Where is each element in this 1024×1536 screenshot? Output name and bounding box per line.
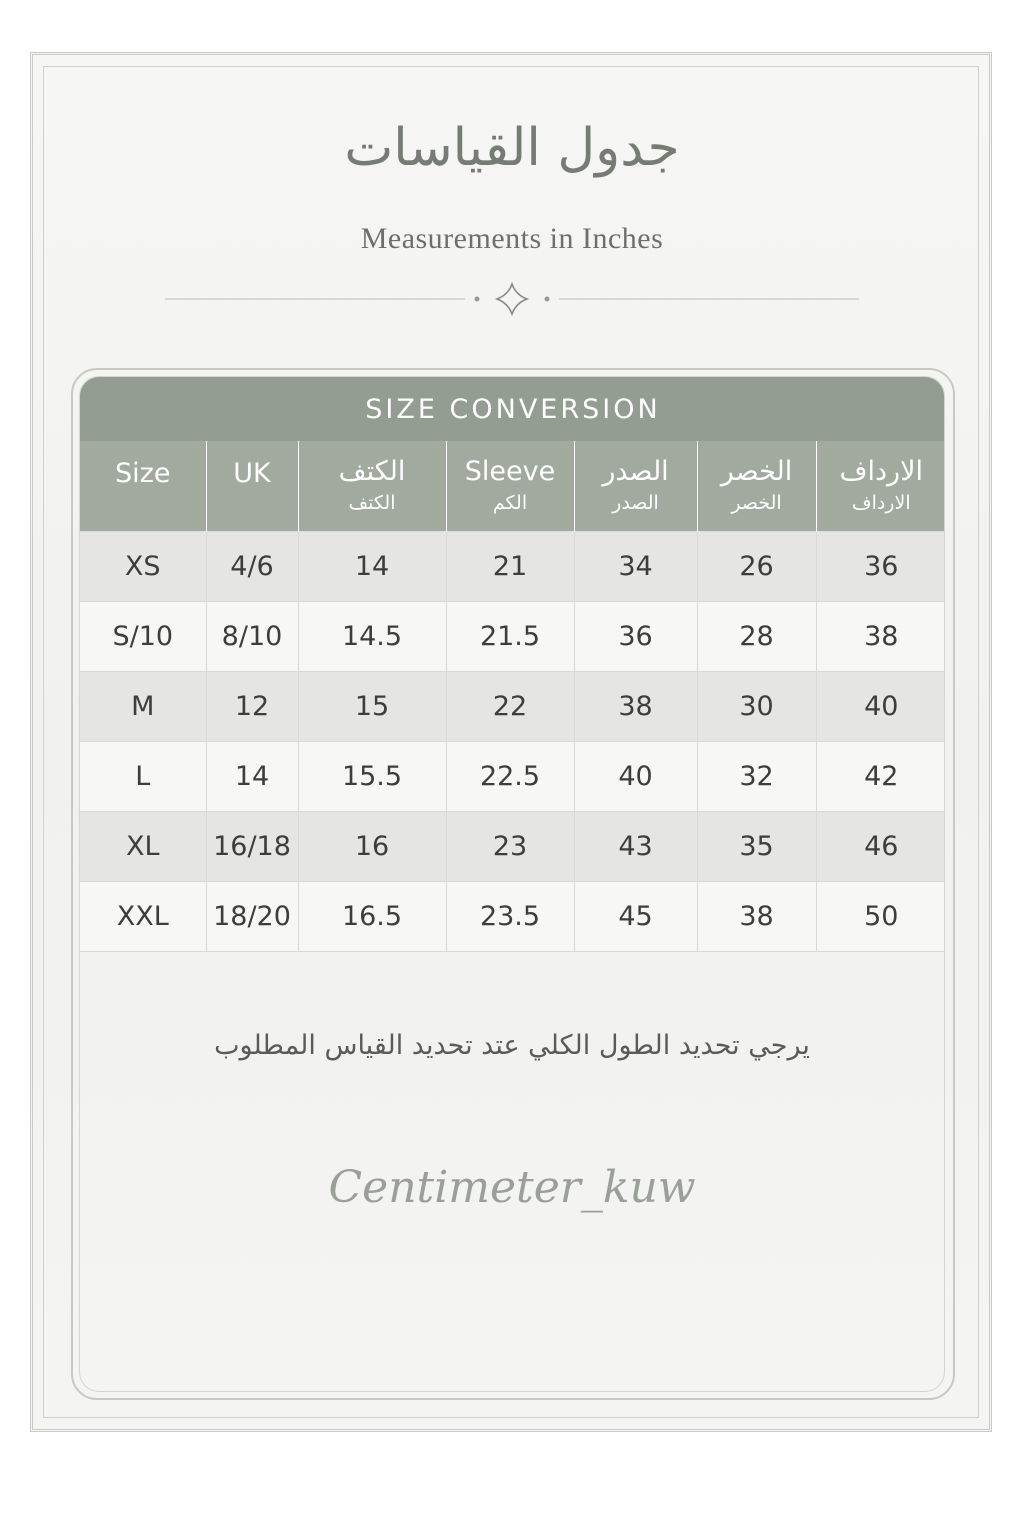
table-cell: M bbox=[80, 672, 206, 742]
diamond-star-icon bbox=[497, 284, 527, 314]
table-row bbox=[80, 882, 945, 952]
table-card bbox=[79, 376, 945, 1392]
table-cell: 46 bbox=[816, 812, 945, 882]
divider-dot-right bbox=[545, 297, 550, 302]
table-cell: 21 bbox=[446, 532, 574, 602]
table-cell: 22 bbox=[446, 672, 574, 742]
divider-dot-left bbox=[475, 297, 480, 302]
table-row bbox=[80, 812, 945, 882]
table-cell: XS bbox=[80, 532, 206, 602]
brand-signature: Centimeter_kuw bbox=[328, 1162, 696, 1213]
table-cell: 38 bbox=[816, 602, 945, 672]
table-cell: 23 bbox=[446, 812, 574, 882]
table-cell: XL bbox=[80, 812, 206, 882]
table-cell: 16.5 bbox=[298, 882, 446, 952]
table-row bbox=[80, 672, 945, 742]
table-cell: 40 bbox=[816, 672, 945, 742]
column-header-row bbox=[80, 441, 945, 532]
column-header-sleeve: Sleeve الكم bbox=[446, 441, 574, 532]
page-subtitle: Measurements in Inches bbox=[360, 222, 664, 255]
table-cell: 18/20 bbox=[206, 882, 298, 952]
table-cell: 38 bbox=[697, 882, 816, 952]
table-title: SIZE CONVERSION bbox=[80, 377, 945, 442]
table-cell: 35 bbox=[697, 812, 816, 882]
column-header-hips: الارداف الارداف bbox=[816, 441, 945, 532]
table-cell: 40 bbox=[574, 742, 697, 812]
table-row bbox=[80, 602, 945, 672]
table-cell: 4/6 bbox=[206, 532, 298, 602]
table-cell: 36 bbox=[574, 602, 697, 672]
table-cell: 14 bbox=[298, 532, 446, 602]
table-cell: 42 bbox=[816, 742, 945, 812]
table-cell: 32 bbox=[697, 742, 816, 812]
table-cell: 21.5 bbox=[446, 602, 574, 672]
table-cell: 30 bbox=[697, 672, 816, 742]
table-cell: 50 bbox=[816, 882, 945, 952]
table-cell: 12 bbox=[206, 672, 298, 742]
table-cell: S/10 bbox=[80, 602, 206, 672]
table-row bbox=[80, 532, 945, 602]
table-cell: 23.5 bbox=[446, 882, 574, 952]
size-table bbox=[80, 441, 945, 952]
table-row bbox=[80, 742, 945, 812]
table-cell: 16/18 bbox=[206, 812, 298, 882]
table-cell: L bbox=[80, 742, 206, 812]
column-header-waist: الخصر الخصر bbox=[697, 441, 816, 532]
column-header-uk: UK bbox=[206, 441, 298, 532]
table-cell: 15.5 bbox=[298, 742, 446, 812]
table-cell: 28 bbox=[697, 602, 816, 672]
table-cell: 14.5 bbox=[298, 602, 446, 672]
table-cell: 38 bbox=[574, 672, 697, 742]
table-cell: 8/10 bbox=[206, 602, 298, 672]
table-cell: 36 bbox=[816, 532, 945, 602]
column-header-shoulder: الكتف الكتف bbox=[298, 441, 446, 532]
table-cell: 26 bbox=[697, 532, 816, 602]
table-cell: 45 bbox=[574, 882, 697, 952]
page-title: جدول القياسات bbox=[344, 118, 680, 178]
table-cell: 43 bbox=[574, 812, 697, 882]
column-header-chest: الصدر الصدر bbox=[574, 441, 697, 532]
table-cell: XXL bbox=[80, 882, 206, 952]
table-cell: 16 bbox=[298, 812, 446, 882]
column-header-size: Size bbox=[80, 441, 206, 532]
table-cell: 34 bbox=[574, 532, 697, 602]
table-cell: 22.5 bbox=[446, 742, 574, 812]
table-cell: 14 bbox=[206, 742, 298, 812]
table-cell: 15 bbox=[298, 672, 446, 742]
length-note: يرجي تحديد الطول الكلي عتد تحديد القياس المطلوب bbox=[214, 1030, 810, 1061]
ornament-divider bbox=[165, 282, 859, 316]
